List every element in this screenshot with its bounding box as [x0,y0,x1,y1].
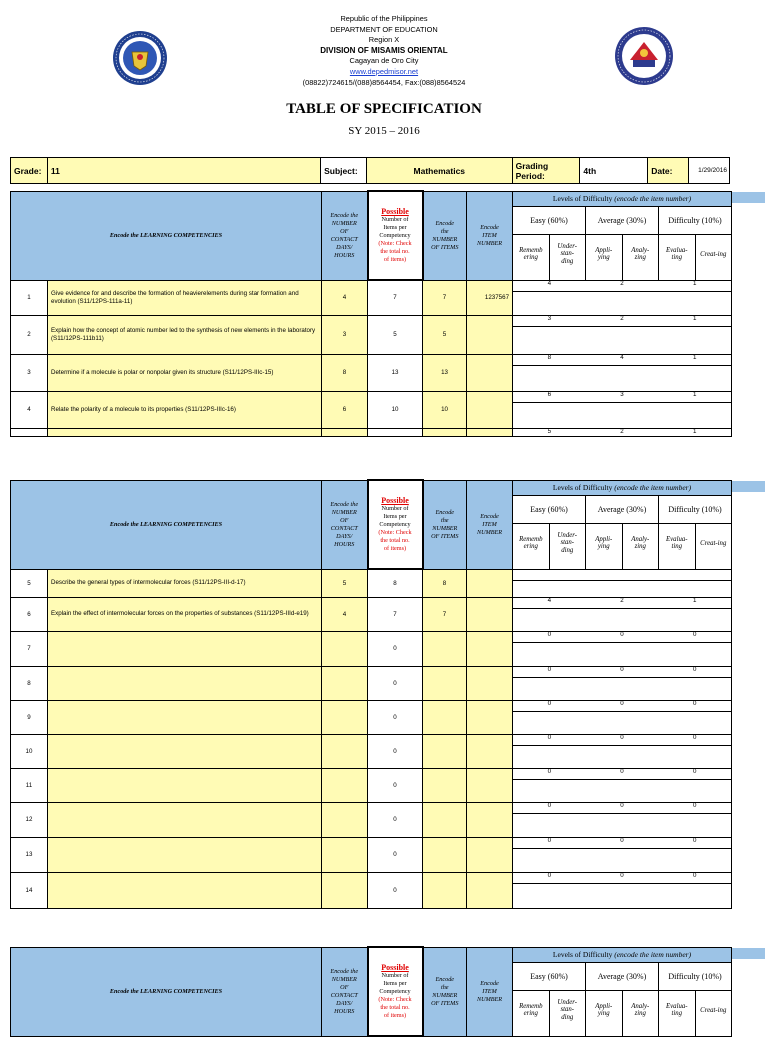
level-counts [513,316,731,327]
table-row [11,872,732,908]
item-number-cell[interactable] [467,354,513,391]
item-number-cell[interactable] [467,631,513,666]
difficult-count: 0 [692,666,697,673]
level-counts [513,632,731,643]
competency-cell[interactable] [48,666,322,700]
level-counts [513,598,731,609]
competencies-header: Encode the LEARNING COMPETENCIES [11,480,322,569]
levels-cell [513,315,732,354]
table-header [11,947,732,1036]
average-count: 0 [620,872,624,879]
average-count: 2 [620,315,624,322]
competency-cell[interactable] [48,837,322,872]
competency-cell[interactable]: Determine if a molecule is polar or nonpolar given its structure (S11/12PS-IIIc-15) [48,354,322,391]
easy-count: 0 [547,837,552,844]
item-number-cell[interactable] [467,734,513,768]
applying-header: Appli- ying [586,235,623,280]
analyzing-header: Analy- zing [623,991,660,1036]
easy-header: Easy (60%) [513,496,586,523]
row-number: 11 [11,768,48,802]
row-number: 7 [11,631,48,666]
average-count: 0 [620,631,624,638]
partial-cell [48,428,322,436]
average-header: Average (30%) [586,207,659,234]
difficult-count: 0 [692,734,697,741]
applying-header: Appli- ying [586,524,623,569]
average-count: 2 [620,428,624,435]
contact-days-cell[interactable]: 4 [322,280,368,315]
level-counts [513,769,731,780]
possible-items-cell: 0 [368,666,423,700]
item-number-cell[interactable] [467,391,513,428]
row-number: 3 [11,354,48,391]
contact-days-cell[interactable] [322,666,368,700]
levels-cell [513,734,732,768]
evaluating-header: Evalua- ting [659,991,696,1036]
possible-items-header: Possible Number of Items per Competency (Note: Check the total no. of items) [368,191,423,280]
contact-days-cell[interactable] [322,802,368,837]
row-number: 1 [11,280,48,315]
possible-items-cell: 0 [368,837,423,872]
subject-field[interactable]: Mathematics [367,158,513,183]
level-counts [513,392,731,403]
possible-items-cell: 0 [368,700,423,734]
header-city: Cagayan de Oro City [349,56,419,66]
table-row [11,802,732,837]
levels-cell [513,569,732,597]
contact-days-cell[interactable] [322,700,368,734]
easy-header: Easy (60%) [513,963,586,990]
levels-cell [513,768,732,802]
competency-cell[interactable] [48,872,322,908]
partial-cell [322,428,368,436]
partial-cell [368,428,423,436]
row-number: 6 [11,597,48,631]
number-of-items-cell[interactable] [423,768,467,802]
contact-days-header: Encode the NUMBER OF CONTACT DAYS/ HOURS [322,191,368,280]
header-division: DIVISION OF MISAMIS ORIENTAL [320,45,448,55]
evaluating-header: Evalua- ting [659,524,696,569]
subject-label: Subject: [321,158,367,183]
page-subtitle: SY 2015 – 2016 [348,125,420,137]
level-counts [513,667,731,678]
levels-cell [513,428,732,436]
number-of-items-cell[interactable] [423,666,467,700]
average-count: 0 [620,768,624,775]
row-number: 2 [11,315,48,354]
possible-items-cell: 0 [368,802,423,837]
table-row [11,666,732,700]
partial-cell [423,428,467,436]
difficulty-header: Difficulty (10%) [659,496,731,523]
levels-of-difficulty-header: Levels of Difficulty (encode the item number) Easy (60%) Average (30%) Difficulty (10%) Rememb ering Under- stan- ding Appli- ying Analy- zing Evalua- ting Creat-ing [513,191,732,280]
competency-cell[interactable]: Give evidence for and describe the formation of heavierelements during star formation and evolution (S11/12PS-111a-11) [48,280,322,315]
easy-count: 5 [547,428,552,435]
date-label: Date: [648,158,689,183]
contact-days-cell[interactable] [322,631,368,666]
number-of-items-cell[interactable] [423,700,467,734]
level-counts [513,803,731,814]
possible-items-header: Possible Number of Items per Competency (Note: Check the total no. of items) [368,947,423,1036]
difficult-count: 0 [692,802,697,809]
row-number: 10 [11,734,48,768]
competency-cell[interactable]: Explain the effect of intermolecular forces on the properties of substances (S11/12PS-IIId-e19) [48,597,322,631]
tos-table-section-3 [10,946,732,1037]
possible-items-cell: 7 [368,280,423,315]
possible-items-header: Possible Number of Items per Competency (Note: Check the total no. of items) [368,480,423,569]
levels-cell [513,802,732,837]
table-row [11,597,732,631]
easy-count: 0 [547,802,552,809]
understanding-header: Under- stan- ding [550,524,587,569]
header-line-3: Region X [368,35,400,45]
grade-field[interactable]: 11 [48,158,321,183]
average-count: 0 [620,837,624,844]
table-row [11,768,732,802]
competency-cell[interactable]: Describe the general types of intermolecular forces (S11/12PS-III-d-17) [48,569,322,597]
tos-table-section-1 [10,190,732,437]
level-counts [513,873,731,884]
competency-cell[interactable]: Relate the polarity of a molecule to its properties (S11/12PS-IIIc-16) [48,391,322,428]
possible-items-cell: 5 [368,315,423,354]
number-of-items-cell[interactable]: 7 [423,597,467,631]
header-tab-2 [731,481,765,492]
table-row [11,280,732,315]
average-count: 0 [620,666,624,673]
difficult-count: 1 [692,597,697,604]
header-line-2: DEPARTMENT OF EDUCATION [330,24,438,34]
easy-count: 0 [547,872,552,879]
table-row [11,837,732,872]
difficult-count: 0 [692,631,697,638]
number-of-items-cell[interactable] [423,734,467,768]
number-of-items-cell[interactable]: 5 [423,315,467,354]
possible-items-cell: 10 [368,391,423,428]
row-number: 14 [11,872,48,908]
levels-cell [513,280,732,315]
difficult-count: 0 [692,872,697,879]
difficult-count: 0 [692,837,697,844]
possible-items-cell: 13 [368,354,423,391]
page-title: TABLE OF SPECIFICATION [286,101,482,117]
understanding-header: Under- stan- ding [550,991,587,1036]
easy-count: 0 [547,768,552,775]
easy-count: 0 [547,734,552,741]
contact-days-cell[interactable]: 4 [322,597,368,631]
contact-days-cell[interactable] [322,734,368,768]
row-number: 13 [11,837,48,872]
difficult-count: 1 [692,428,697,435]
levels-cell [513,631,732,666]
levels-cell [513,666,732,700]
difficult-count: 1 [692,354,697,361]
header-line-1: Republic of the Philippines [340,14,428,23]
item-number-cell[interactable] [467,315,513,354]
easy-count [513,570,586,580]
difficult-count [658,570,731,580]
average-count: 0 [620,802,624,809]
easy-count: 0 [547,631,552,638]
item-number-header: Encode ITEM NUMBER [467,947,513,1036]
item-number-cell[interactable] [467,700,513,734]
number-of-items-cell[interactable] [423,631,467,666]
item-number-cell[interactable] [467,802,513,837]
competency-cell[interactable] [48,734,322,768]
analyzing-header: Analy- zing [623,235,660,280]
level-counts [513,838,731,849]
competencies-header: Encode the LEARNING COMPETENCIES [11,947,322,1036]
contact-days-cell[interactable]: 6 [322,391,368,428]
competencies-header: Encode the LEARNING COMPETENCIES [11,191,322,280]
analyzing-header: Analy- zing [623,524,660,569]
average-count [586,570,659,580]
table-row [11,391,732,428]
difficulty-header: Difficulty (10%) [659,963,731,990]
difficulty-header: Difficulty (10%) [659,207,731,234]
table-row [11,315,732,354]
grading-period-label: Grading Period: [513,158,581,183]
partial-cell [11,428,48,436]
contact-days-cell[interactable]: 3 [322,315,368,354]
item-number-cell[interactable] [467,569,513,597]
average-count: 2 [620,280,624,287]
header-contact: (08822)724615/(088)8564454, Fax:(088)8564524 [302,77,466,87]
row-number: 4 [11,391,48,428]
levels-cell [513,597,732,631]
table-row [11,734,732,768]
contact-days-cell[interactable] [322,872,368,908]
average-header: Average (30%) [586,963,659,990]
header-tab-1 [731,192,765,203]
easy-count: 3 [547,315,552,322]
evaluating-header: Evalua- ting [659,235,696,280]
table-header [11,191,732,280]
contact-days-header: Encode the NUMBER OF CONTACT DAYS/ HOURS [322,947,368,1036]
creating-header: Creat-ing [696,524,732,569]
possible-items-cell: 0 [368,768,423,802]
contact-days-header: Encode the NUMBER OF CONTACT DAYS/ HOURS [322,480,368,569]
easy-count: 4 [547,280,552,287]
table-row-partial [11,428,732,436]
competency-cell[interactable] [48,631,322,666]
contact-days-cell[interactable] [322,768,368,802]
remembering-header: Rememb ering [513,235,550,280]
creating-header: Creat-ing [696,235,732,280]
level-counts [513,355,731,366]
number-of-items-cell[interactable]: 7 [423,280,467,315]
difficult-count: 0 [692,768,697,775]
competency-cell[interactable] [48,700,322,734]
level-counts [513,701,731,712]
possible-items-cell: 0 [368,631,423,666]
difficult-count: 1 [692,280,697,287]
levels-cell [513,700,732,734]
understanding-header: Under- stan- ding [550,235,587,280]
possible-items-cell: 0 [368,734,423,768]
level-counts [513,281,731,292]
levels-of-difficulty-header: Levels of Difficulty (encode the item number) Easy (60%) Average (30%) Difficulty (10%) Rememb ering Under- stan- ding Appli- ying Analy- zing Evalua- ting Creat-ing [513,947,732,1036]
item-number-cell[interactable] [467,872,513,908]
contact-days-cell[interactable]: 8 [322,354,368,391]
grading-period-field[interactable]: 4th [580,158,648,183]
item-number-cell[interactable] [467,837,513,872]
average-header: Average (30%) [586,496,659,523]
levels-of-difficulty-header: Levels of Difficulty (encode the item number) Easy (60%) Average (30%) Difficulty (10%) Rememb ering Under- stan- ding Appli- ying Analy- zing Evalua- ting Creat-ing [513,480,732,569]
levels-cell [513,354,732,391]
tos-table-section-2 [10,479,732,909]
creating-header: Creat-ing [696,991,732,1036]
average-count: 0 [620,700,624,707]
easy-count: 0 [547,666,552,673]
possible-items-cell: 8 [368,569,423,597]
easy-count: 0 [547,700,552,707]
difficult-count: 1 [692,391,697,398]
table-header [11,480,732,569]
levels-cell [513,391,732,428]
easy-count: 4 [547,597,552,604]
item-number-cell[interactable]: 1237567 [467,280,513,315]
grade-label: Grade: [11,158,48,183]
table-row [11,354,732,391]
remembering-header: Rememb ering [513,991,550,1036]
levels-cell [513,872,732,908]
difficult-count: 0 [692,700,697,707]
row-number: 12 [11,802,48,837]
number-of-items-cell[interactable]: 10 [423,391,467,428]
table-row [11,631,732,666]
number-of-items-cell[interactable]: 8 [423,569,467,597]
average-count: 3 [620,391,624,398]
partial-cell [467,428,513,436]
header-tab-3 [731,948,765,959]
easy-count: 8 [547,354,552,361]
competency-cell[interactable]: Explain how the concept of atomic number led to the synthesis of new elements in the laboratory (S11/12PS-111b11) [48,315,322,354]
number-of-items-cell[interactable] [423,872,467,908]
easy-count: 6 [547,391,552,398]
item-number-cell[interactable] [467,768,513,802]
competency-cell[interactable] [48,768,322,802]
table-row [11,569,732,597]
row-number: 9 [11,700,48,734]
number-of-items-cell[interactable] [423,802,467,837]
row-number: 8 [11,666,48,700]
item-number-header: Encode ITEM NUMBER [467,480,513,569]
average-count: 2 [620,597,624,604]
average-count: 0 [620,734,624,741]
row-number: 5 [11,569,48,597]
item-number-cell[interactable] [467,597,513,631]
average-count: 4 [620,354,624,361]
easy-header: Easy (60%) [513,207,586,234]
contact-days-cell[interactable]: 5 [322,569,368,597]
number-of-items-header: Encode the NUMBER OF ITEMS [423,191,467,280]
remembering-header: Rememb ering [513,524,550,569]
difficult-count: 1 [692,315,697,322]
possible-items-cell: 7 [368,597,423,631]
table-row [11,700,732,734]
levels-cell [513,837,732,872]
contact-days-cell[interactable] [322,837,368,872]
level-counts [513,735,731,746]
number-of-items-cell[interactable] [423,837,467,872]
applying-header: Appli- ying [586,991,623,1036]
number-of-items-cell[interactable]: 13 [423,354,467,391]
date-field[interactable]: 1/29/2016 [689,158,729,183]
possible-items-cell: 0 [368,872,423,908]
number-of-items-header: Encode the NUMBER OF ITEMS [423,480,467,569]
competency-cell[interactable] [48,802,322,837]
item-number-cell[interactable] [467,666,513,700]
level-counts [513,570,731,581]
info-bar [10,157,730,184]
letterhead [0,14,768,88]
item-number-header: Encode ITEM NUMBER [467,191,513,280]
header-website-link[interactable]: www.depedmisor.net [349,66,419,76]
number-of-items-header: Encode the NUMBER OF ITEMS [423,947,467,1036]
